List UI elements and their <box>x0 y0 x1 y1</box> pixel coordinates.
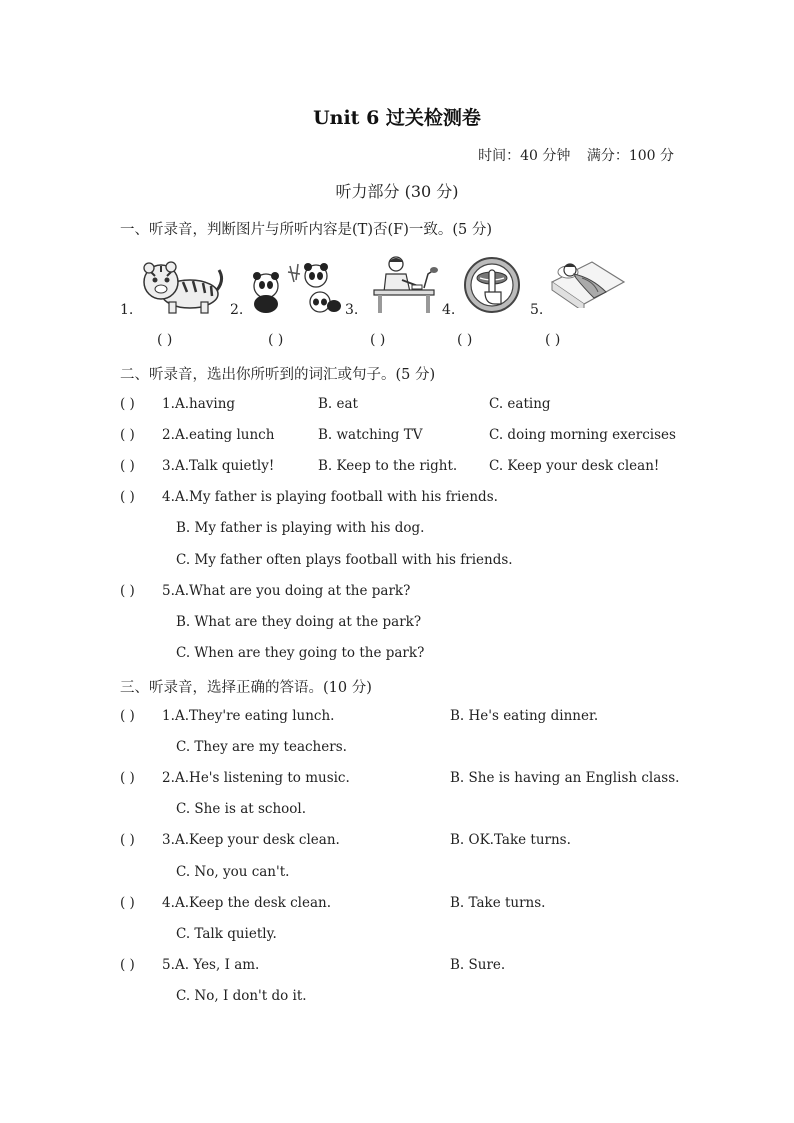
option-a: A. Yes, I am. <box>175 957 260 973</box>
option-a: A.eating lunch <box>175 427 275 443</box>
option-b: B. She is having an English class. <box>450 770 680 786</box>
question-number: 5. <box>162 957 175 973</box>
answer-blank-5[interactable]: ( ) <box>545 332 561 348</box>
option-c: C. When are they going to the park? <box>176 645 425 661</box>
question-number: 3. <box>162 832 175 848</box>
question-number: 1. <box>162 396 175 412</box>
option-c: C. She is at school. <box>176 801 307 817</box>
section3-heading: 三、听录音，选择正确的答语。(10 分) <box>120 680 372 696</box>
pandas-icon <box>250 262 342 314</box>
answer-bracket[interactable]: ( ) <box>120 396 135 412</box>
picture-number-1: 1. <box>120 302 134 318</box>
section2-heading: 二、听录音，选出你所听到的词汇或句子。(5 分) <box>120 367 436 383</box>
answer-blank-3[interactable]: ( ) <box>370 332 386 348</box>
tiger-icon <box>135 258 225 316</box>
option-a: A.Keep your desk clean. <box>175 832 340 848</box>
quiet-sign-icon <box>463 256 521 314</box>
answer-blank-2[interactable]: ( ) <box>268 332 284 348</box>
score-label: 满分：100 分 <box>586 148 674 164</box>
picture-number-2: 2. <box>230 302 244 318</box>
option-c: C. Talk quietly. <box>176 926 277 942</box>
option-a: A.They're eating lunch. <box>175 708 335 724</box>
option-b: B. eat <box>318 396 358 412</box>
answer-bracket[interactable]: ( ) <box>120 458 135 474</box>
option-b: B. OK.Take turns. <box>450 832 571 848</box>
option-a: A.What are you doing at the park? <box>175 583 411 599</box>
answer-bracket[interactable]: ( ) <box>120 583 135 599</box>
option-b: B. He's eating dinner. <box>450 708 599 724</box>
answer-blank-1[interactable]: ( ) <box>157 332 173 348</box>
time-score-line <box>466 145 674 165</box>
question-number: 4. <box>162 895 175 911</box>
answer-bracket[interactable]: ( ) <box>120 832 135 848</box>
picture-number-3: 3. <box>345 302 359 318</box>
option-a: A.My father is playing football with his friends. <box>175 489 498 505</box>
man-at-desk-icon <box>368 252 438 314</box>
option-a: A.Keep the desk clean. <box>175 895 332 911</box>
option-c: C. eating <box>489 396 551 412</box>
answer-bracket[interactable]: ( ) <box>120 957 135 973</box>
option-c: C. doing morning exercises <box>489 427 676 443</box>
option-a: A.having <box>175 396 236 412</box>
section1-heading: 一、听录音，判断图片与所听内容是(T)否(F)一致。(5 分) <box>120 222 493 238</box>
option-c: C. They are my teachers. <box>176 739 347 755</box>
listening-section-title: 听力部分 (30 分) <box>335 182 459 201</box>
option-b: B. What are they doing at the park? <box>176 614 422 630</box>
picture-number-4: 4. <box>442 302 456 318</box>
answer-bracket[interactable]: ( ) <box>120 895 135 911</box>
question-number: 2. <box>162 770 175 786</box>
option-c: C. No, you can't. <box>176 864 290 880</box>
page-title: Unit 6 过关检测卷 <box>313 107 481 129</box>
option-a: A.Talk quietly! <box>175 458 275 474</box>
answer-bracket[interactable]: ( ) <box>120 489 135 505</box>
question-number: 1. <box>162 708 175 724</box>
option-b: B. Sure. <box>450 957 506 973</box>
answer-blank-4[interactable]: ( ) <box>457 332 473 348</box>
option-c: C. My father often plays football with his friends. <box>176 552 513 568</box>
sleeping-child-icon <box>548 256 626 308</box>
question-number: 2. <box>162 427 175 443</box>
option-b: B. Take turns. <box>450 895 546 911</box>
option-c: C. Keep your desk clean! <box>489 458 660 474</box>
question-number: 5. <box>162 583 175 599</box>
answer-bracket[interactable]: ( ) <box>120 427 135 443</box>
option-b: B. watching TV <box>318 427 423 443</box>
answer-bracket[interactable]: ( ) <box>120 770 135 786</box>
picture-number-5: 5. <box>530 302 544 318</box>
question-number: 3. <box>162 458 175 474</box>
option-c: C. No, I don't do it. <box>176 988 307 1004</box>
answer-bracket[interactable]: ( ) <box>120 708 135 724</box>
option-b: B. Keep to the right. <box>318 458 458 474</box>
question-number: 4. <box>162 489 175 505</box>
option-a: A.He's listening to music. <box>175 770 350 786</box>
option-b: B. My father is playing with his dog. <box>176 520 425 536</box>
time-label: 时间：40 分钟 <box>478 148 571 164</box>
